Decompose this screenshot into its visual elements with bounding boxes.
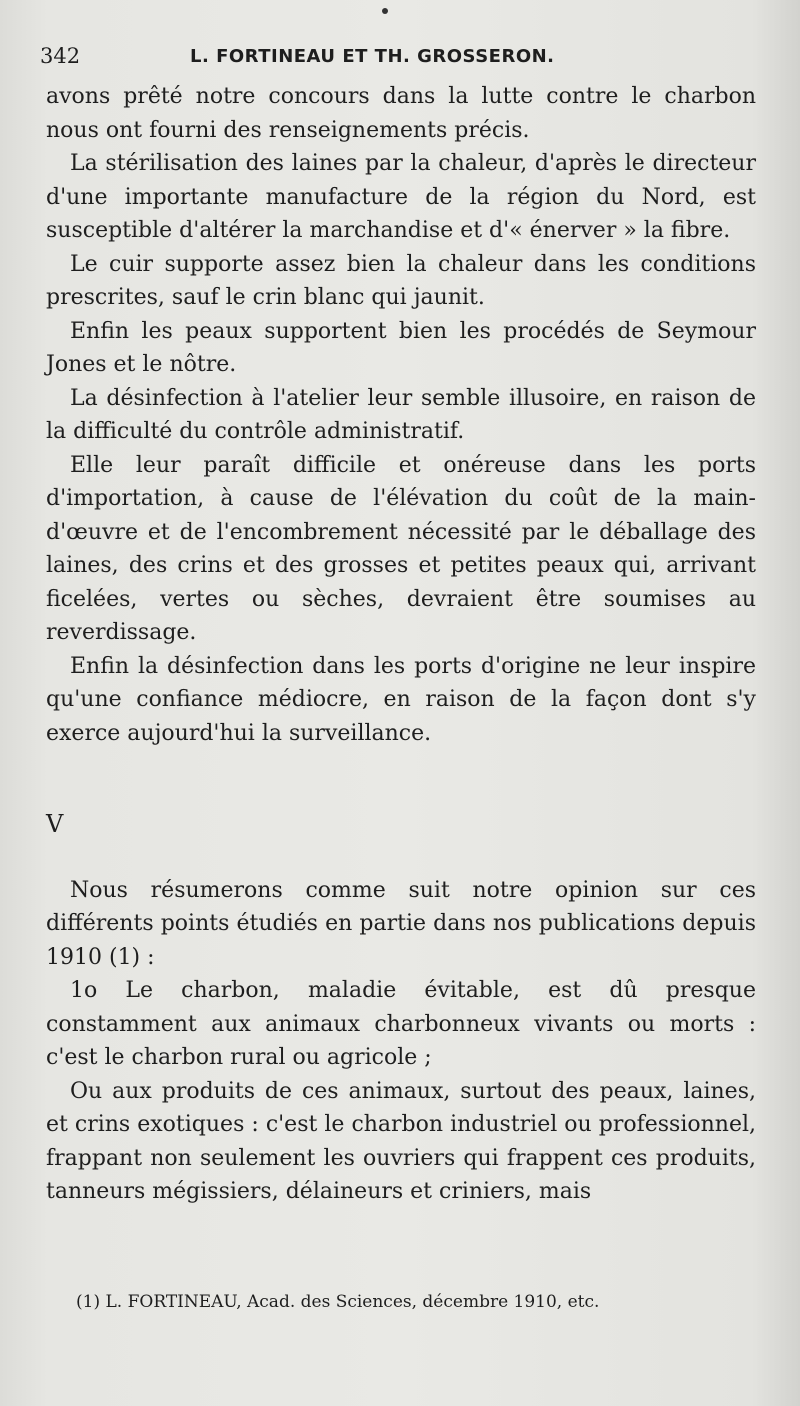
paragraph: Enfin la désinfection dans les ports d'origine ne leur inspire qu'une confiance médiocre, en raison de la façon dont s'y exerce aujourd'hui la surveillance. — [46, 653, 756, 746]
page-number: 342 — [40, 44, 81, 68]
paragraph: Elle leur paraît difficile et onéreuse dans les ports d'importation, à cause de l'élévation du coût de la main-d'œuvre et de l'encombrement nécessité par le déballage des laines, des crins et des grosses et petites peaux qui, arrivant ficelées, vertes ou sèches, devraient être soumises au reverdissage. — [46, 452, 756, 645]
paragraph: La désinfection à l'atelier leur semble illusoire, en raison de la difficulté du contrôle administratif. — [46, 385, 756, 444]
footnote: (1) L. FORTINEAU, Acad. des Sciences, décembre 1910, etc. — [76, 1292, 600, 1312]
paragraph: La stérilisation des laines par la chaleur, d'après le directeur d'une importante manufacture de la région du Nord, est susceptible d'altérer la marchandise et d'« énerver » la fibre. — [46, 151, 756, 243]
paragraph: Le cuir supporte assez bien la chaleur dans les conditions prescrites, sauf le crin blanc qui jaunit. — [46, 251, 756, 310]
section-heading: V — [46, 810, 64, 838]
paragraph: avons prêté notre concours dans la lutte contre le charbon nous ont fourni des renseignements précis. — [46, 84, 756, 143]
page-header — [40, 40, 760, 74]
running-head: L. FORTINEAU ET TH. GROSSERON. — [190, 46, 555, 67]
paragraph: Nous résumerons comme suit notre opinion sur ces différents points étudiés en partie dans nos publications depuis 1910 (1) : — [46, 877, 756, 970]
body-text — [46, 80, 756, 1209]
ink-dot — [382, 8, 388, 14]
paragraph: Enfin les peaux supportent bien les procédés de Seymour Jones et le nôtre. — [46, 318, 756, 377]
paragraph: 1o Le charbon, maladie évitable, est dû presque constamment aux animaux charbonneux vivants ou morts : c'est le charbon rural ou agricole ; — [46, 978, 756, 1070]
paragraph: Ou aux produits de ces animaux, surtout des peaux, laines, et crins exotiques : c'est le charbon industriel ou professionnel, frappant non seulement les ouvriers qui frappent ces produits, tanneurs mégissiers, délaineurs et criniers, mais — [46, 1078, 756, 1204]
